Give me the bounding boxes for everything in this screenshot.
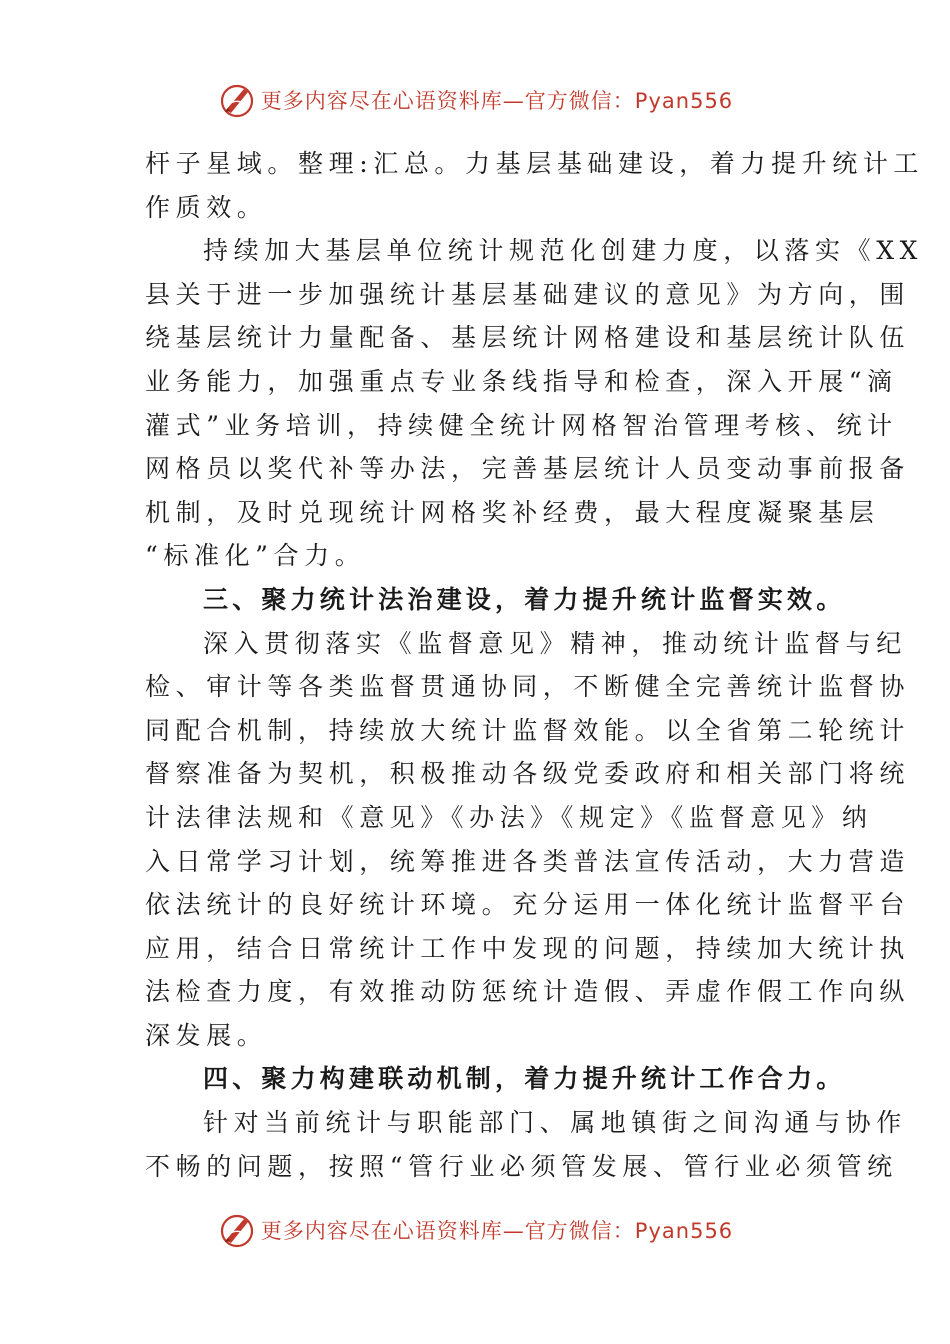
pen-logo-icon <box>217 80 257 120</box>
text-line: 网格员以奖代补等办法，完善基层统计人员变动事前报备 <box>145 454 911 484</box>
text-line: 督察准备为契机，积极推动各级党委政府和相关部门将统 <box>145 759 911 789</box>
pen-logo-icon <box>217 1210 257 1250</box>
text-line: 依法统计的良好统计环境。充分运用一体化统计监督平台 <box>145 890 911 920</box>
text-line: 业务能力，加强重点专业条线指导和检查，深入开展“滴 <box>145 366 898 396</box>
text-line: 绕基层统计力量配备、基层统计网格建设和基层统计队伍 <box>145 323 911 353</box>
text-line: 杆子星域。整理:汇总。力基层基础建设，着力提升统计工 <box>145 149 925 178</box>
document-body <box>145 142 925 1188</box>
header-watermark-banner <box>0 74 950 126</box>
paragraph-start-line: 深入贯彻落实《监督意见》精神，推动统计监督与纪 <box>203 628 907 658</box>
text-line: 应用，结合日常统计工作中发现的问题，持续加大统计执 <box>145 933 911 963</box>
paragraph-start-line: 持续加大基层单位统计规范化创建力度，以落实《XX <box>203 236 923 266</box>
text-line: 同配合机制，持续放大统计监督效能。以全省第二轮统计 <box>145 715 911 745</box>
text-line: 作质效。 <box>145 192 268 222</box>
watermark-text: 更多内容尽在心语资料库—官方微信：Pyan556 <box>260 1219 734 1243</box>
text-line: 灌式”业务培训，持续健全统计网格智治管理考核、统计 <box>145 410 898 440</box>
section-heading-4: 四、聚力构建联动机制，着力提升统计工作合力。 <box>203 1064 846 1094</box>
text-line: 不畅的问题，按照“管行业必须管发展、管行业必须管统 <box>145 1151 898 1181</box>
section-heading-3: 三、聚力统计法治建设，着力提升统计监督实效。 <box>203 584 846 614</box>
paragraph-start-line: 针对当前统计与职能部门、属地镇街之间沟通与协作 <box>203 1108 907 1138</box>
text-line: 机制，及时兑现统计网格奖补经费，最大程度凝聚基层 <box>145 497 880 527</box>
text-line: “标准化”合力。 <box>145 541 366 571</box>
text-line: 入日常学习计划，统筹推进各类普法宣传活动，大力营造 <box>145 846 911 876</box>
text-line: 法检查力度，有效推动防惩统计造假、弄虚作假工作向纵 <box>145 977 911 1007</box>
text-line: 县关于进一步加强统计基层基础建议的意见》为方向，围 <box>145 279 911 309</box>
text-line: 计法律法规和《意见》《办法》《规定》《监督意见》纳 <box>145 802 873 832</box>
text-line: 检、审计等各类监督贯通协同，不断健全完善统计监督协 <box>145 672 911 702</box>
footer-watermark-banner <box>0 1204 950 1256</box>
watermark-text: 更多内容尽在心语资料库—官方微信：Pyan556 <box>260 89 734 113</box>
text-line: 深发展。 <box>145 1020 268 1050</box>
